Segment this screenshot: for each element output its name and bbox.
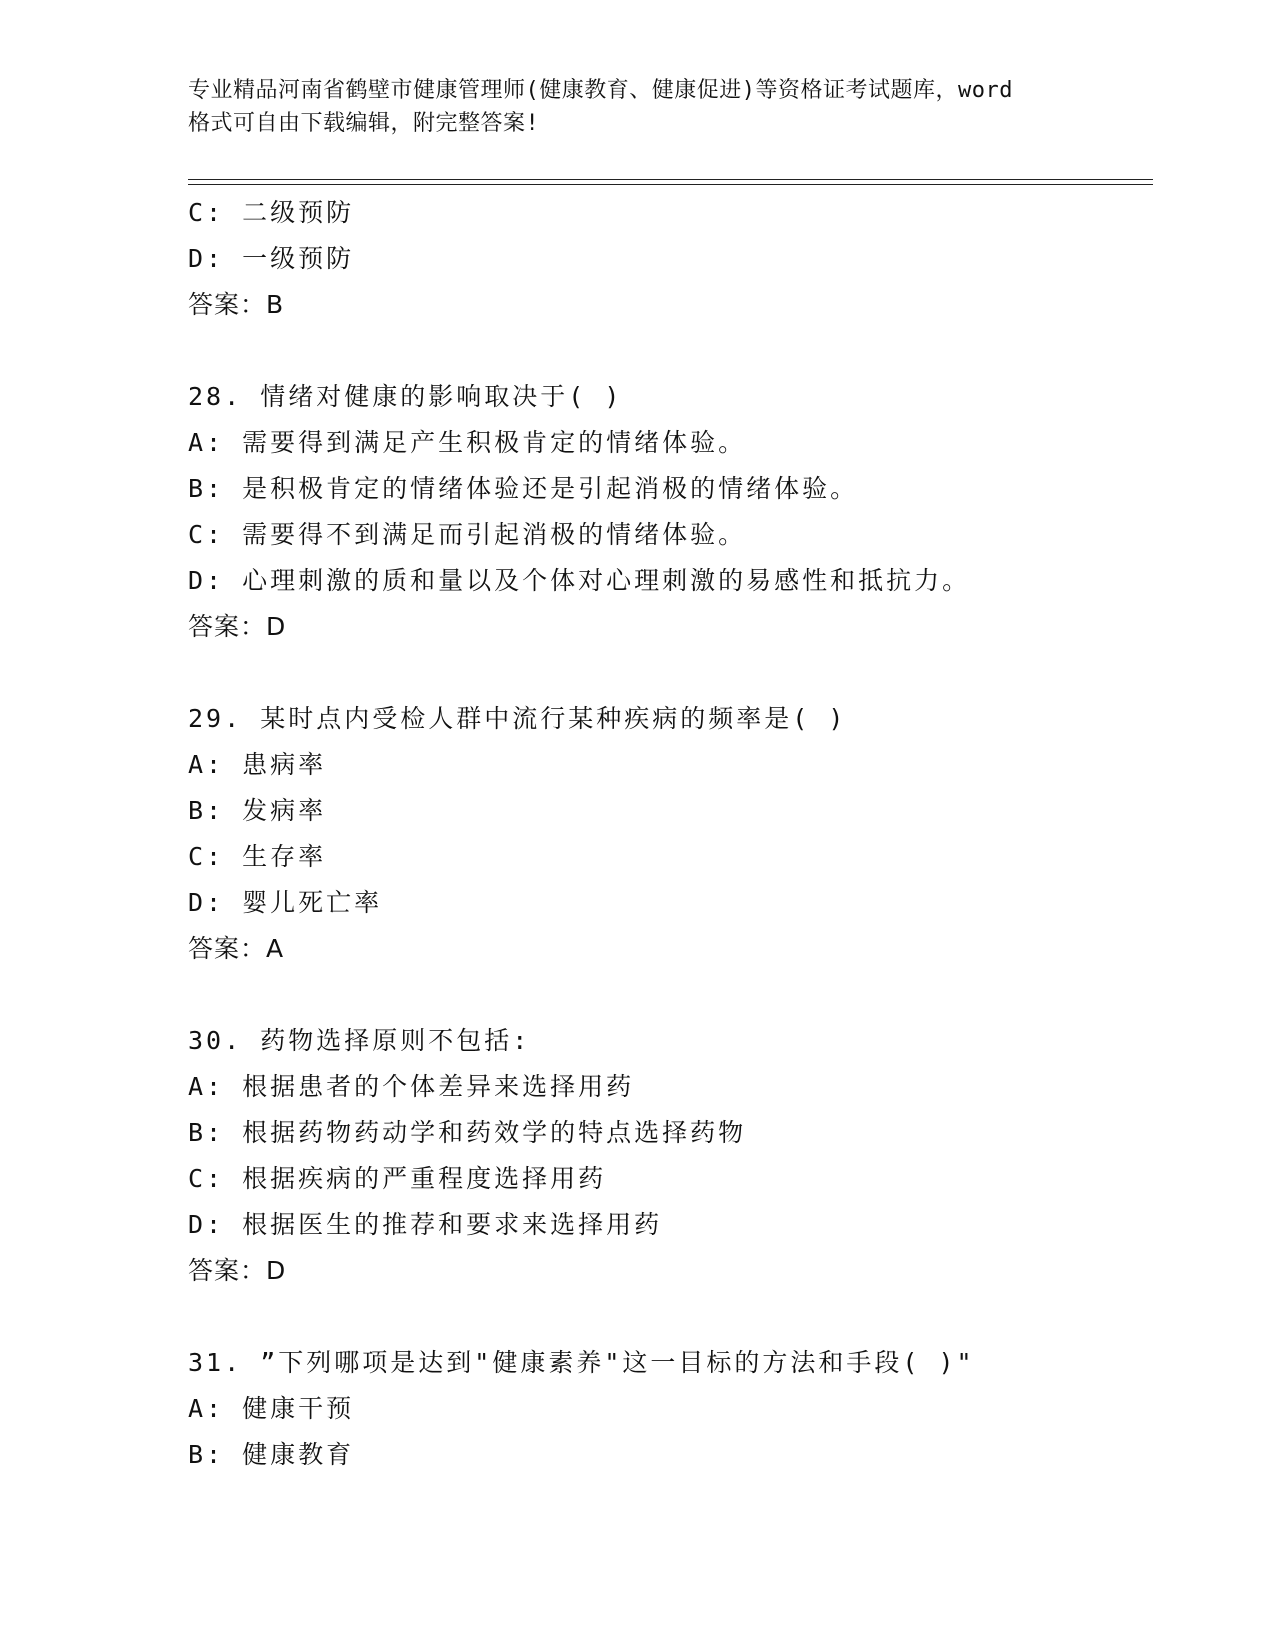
option-key: C: [188,198,225,227]
option-text: 生存率 [242,842,327,871]
option-a [188,1064,1148,1110]
question-stem [188,696,1148,742]
option-b [188,1432,1148,1478]
option-c [188,512,1148,558]
header-line-2: 格式可自由下载编辑，附完整答案! [188,111,540,136]
question-text: 情绪对健康的影响取决于( ) [260,382,623,411]
question-text: ”下列哪项是达到"健康素养"这一目标的方法和手段( )" [260,1348,975,1377]
option-text: 根据患者的个体差异来选择用药 [242,1072,635,1101]
option-key: A: [188,1394,225,1423]
option-d [188,236,1148,282]
option-text: 是积极肯定的情绪体验还是引起消极的情绪体验。 [242,474,859,503]
question-text: 药物选择原则不包括: [260,1026,531,1055]
option-key: D: [188,1210,225,1239]
option-text: 一级预防 [242,244,355,273]
header-divider-top [188,179,1153,180]
option-key: B: [188,796,225,825]
question-number: 29. [188,704,243,733]
question-stem [188,1018,1148,1064]
option-d [188,558,1148,604]
answer-line: 答案：B [188,290,285,319]
option-text: 发病率 [242,796,327,825]
spacer [188,1294,1148,1340]
spacer [188,328,1148,374]
option-key: B: [188,1118,225,1147]
answer-line: 答案：A [188,934,285,963]
answer-line: 答案：D [188,1256,287,1285]
option-text: 患病率 [242,750,327,779]
option-a [188,1386,1148,1432]
option-key: A: [188,750,225,779]
option-text: 二级预防 [242,198,355,227]
option-key: A: [188,428,225,457]
option-text: 根据医生的推荐和要求来选择用药 [242,1210,663,1239]
spacer [188,650,1148,696]
option-text: 心理刺激的质和量以及个体对心理刺激的易感性和抵抗力。 [242,566,971,595]
option-c [188,190,1148,236]
option-key: C: [188,842,225,871]
option-c [188,834,1148,880]
option-b [188,1110,1148,1156]
option-key: D: [188,888,225,917]
option-key: D: [188,566,225,595]
question-list [188,190,1148,1478]
option-b [188,788,1148,834]
option-d [188,880,1148,926]
option-key: A: [188,1072,225,1101]
option-key: C: [188,520,225,549]
option-text: 婴儿死亡率 [242,888,383,917]
option-a [188,420,1148,466]
option-text: 需要得不到满足而引起消极的情绪体验。 [242,520,747,549]
answer-line: 答案：D [188,612,287,641]
option-b [188,466,1148,512]
option-text: 健康教育 [242,1440,355,1469]
option-key: D: [188,244,225,273]
question-number: 31. [188,1348,243,1377]
option-c [188,1156,1148,1202]
option-key: B: [188,1440,225,1469]
option-key: B: [188,474,225,503]
document-header [188,74,1088,140]
option-text: 健康干预 [242,1394,355,1423]
question-stem [188,1340,1148,1386]
option-key: C: [188,1164,225,1193]
option-a [188,742,1148,788]
option-text: 根据药物药动学和药效学的特点选择药物 [242,1118,747,1147]
spacer [188,972,1148,1018]
option-d [188,1202,1148,1248]
header-line-1: 专业精品河南省鹤壁市健康管理师(健康教育、健康促进)等资格证考试题库，word [188,78,1013,103]
option-text: 根据疾病的严重程度选择用药 [242,1164,607,1193]
question-stem [188,374,1148,420]
question-text: 某时点内受检人群中流行某种疾病的频率是( ) [260,704,847,733]
header-divider-bottom [188,184,1153,185]
option-text: 需要得到满足产生积极肯定的情绪体验。 [242,428,747,457]
question-number: 28. [188,382,243,411]
question-number: 30. [188,1026,243,1055]
